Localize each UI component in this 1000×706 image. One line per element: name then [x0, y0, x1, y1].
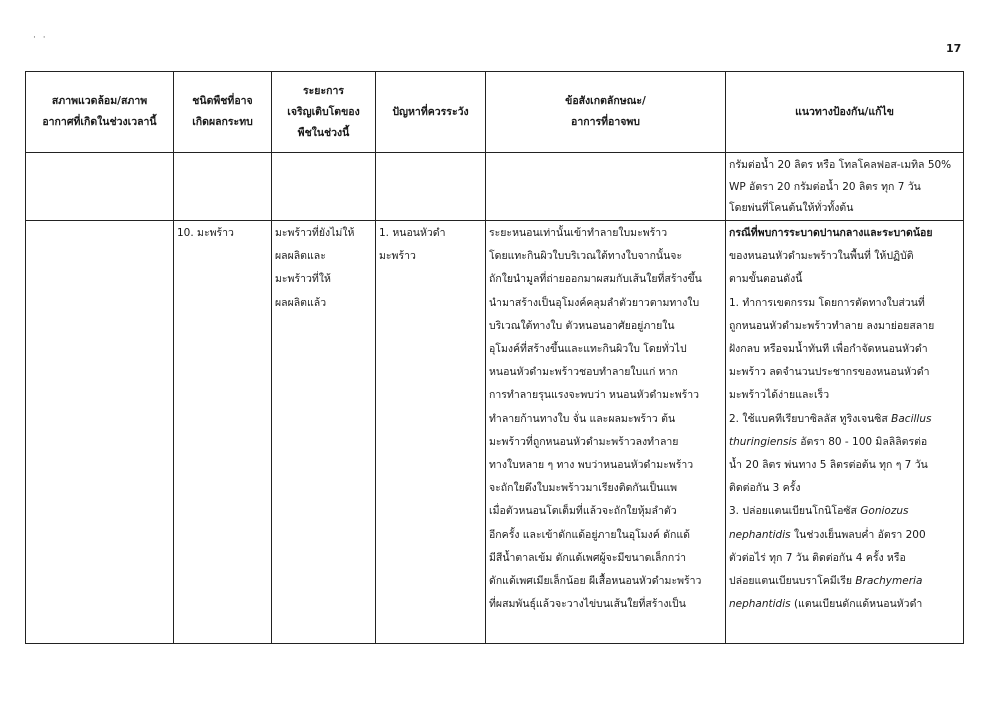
table-header-row	[26, 72, 964, 153]
text-line: ฝังกลบ หรือจมน้ำทันที เพื่อกำจัดหนอนหัวดำ	[729, 343, 928, 356]
page-number: 17	[946, 42, 962, 55]
text-line: ตามขั้นตอนดังนี้	[729, 273, 803, 286]
text-line: มีสีน้ำตาลเข้ม ดักแด้เพศผู้จะมีขนาดเล็กกว่า	[489, 551, 686, 564]
text-line: จะถักใยดึงใบมะพร้าวมาเรียงติดกันเป็นแพ	[489, 482, 678, 495]
stage-cell	[272, 221, 376, 644]
text-line: ติดต่อกัน 3 ครั้ง	[729, 482, 801, 495]
environment-cell	[26, 221, 174, 644]
text-line: ตัวต่อไร่ ทุก 7 วัน ติดต่อกัน 4 ครั้ง หรือ	[729, 551, 906, 564]
solution-cell	[726, 221, 964, 644]
text-line: nephantidis (แตนเบียนดักแด้หนอนหัวดำ	[729, 598, 923, 611]
scientific-name: Bacillus	[891, 412, 932, 425]
text-line: nephantidis ในช่วงเย็นพลบค่ำ อัตรา 200	[729, 528, 926, 541]
text-line: ปล่อยแตนเบียนบราโคมีเรีย Brachymeria	[729, 575, 923, 588]
continuation-row	[26, 153, 964, 221]
header-symptoms: ข้อสังเกตลักษณะ/ อาการที่อาจพบ	[486, 72, 726, 153]
header-problem: ปัญหาที่ควรระวัง	[376, 72, 486, 153]
text-line: กรณีที่พบการระบาดปานกลางและระบาดน้อย	[729, 227, 933, 239]
text-line: 1. หนอนหัวดำ	[379, 227, 446, 239]
text-line: นำมาสร้างเป็นอุโมงค์คลุมลำตัวยาวตามทางใบ	[489, 296, 700, 309]
text-line: ระยะหนอนเท่านั้นเข้าทำลายใบมะพร้าว	[489, 227, 668, 239]
text-line: ของหนอนหัวดำมะพร้าวในพื้นที่ ให้ปฏิบัติ	[729, 250, 914, 263]
text-line: มะพร้าวที่ถูกหนอนหัวดำมะพร้าวลงทำลาย	[489, 435, 679, 448]
text-line: ถูกหนอนหัวดำมะพร้าวทำลาย ลงมาย่อยสลาย	[729, 319, 935, 332]
text-line: thuringiensis อัตรา 80 - 100 มิลลิลิตรต่อ	[729, 435, 928, 448]
text-line: บริเวณใต้ทางใบ ตัวหนอนอาศัยอยู่ภายใน	[489, 319, 675, 332]
text-line: หนอนหัวดำมะพร้าวชอบทำลายใบแก่ หาก	[489, 366, 678, 379]
text-line: ผลผลิตแล้ว	[275, 296, 327, 309]
text-line: ผลผลิตและ	[275, 250, 326, 263]
symptom-cell	[486, 221, 726, 644]
header-growth-stage: ระยะการ เจริญเติบโตของ พืชในช่วงนี้	[272, 72, 376, 153]
scientific-name: Brachymeria	[855, 575, 923, 588]
header-environment: สภาพแวดล้อม/สภาพ อากาศที่เกิดในช่วงเวลานี้	[26, 72, 174, 153]
text-line: โดยพ่นที่โคนต้นให้ทั่วทั้งต้น	[729, 202, 854, 214]
header-crop: ชนิดพืชที่อาจ เกิดผลกระทบ	[174, 72, 272, 153]
scientific-name: nephantidis	[729, 598, 791, 611]
header-prevention: แนวทางป้องกัน/แก้ไข	[726, 72, 964, 153]
scientific-name: thuringiensis	[729, 435, 797, 448]
problem-cell	[376, 221, 486, 644]
text-line: มะพร้าว ลดจำนวนประชากรของหนอนหัวดำ	[729, 366, 930, 379]
text-line: มะพร้าวได้ง่ายและเร็ว	[729, 389, 830, 402]
text-line: กรัมต่อน้ำ 20 ลิตร หรือ โทลโคลฟอส-เมทิล 50%	[729, 159, 952, 171]
pest-guidance-table	[25, 71, 964, 644]
text-line: ทำลายก้านทางใบ จั่น และผลมะพร้าว ต้น	[489, 412, 676, 425]
text-line: น้ำ 20 ลิตร พ่นทาง 5 ลิตรต่อต้น ทุก ๆ 7 วัน	[729, 459, 928, 472]
scientific-name: Goniozus	[860, 505, 909, 518]
coconut-row	[26, 221, 964, 644]
scientific-name: nephantidis	[729, 528, 791, 541]
text-line: ดักแด้เพศเมียเล็กน้อย ผีเสื้อหนอนหัวดำมะพร้าว	[489, 575, 702, 588]
text-line: อุโมงค์ที่สร้างขึ้นและแทะกินผิวใบ โดยทั่วไป	[489, 343, 687, 356]
text-line: มะพร้าวที่ยังไม่ให้	[275, 227, 355, 239]
text-line: 3. ปล่อยแตนเบียนโกนิโอซัส Goniozus	[729, 505, 909, 518]
text-line: โดยแทะกินผิวใบบริเวณใต้ทางใบจากนั้นจะ	[489, 250, 683, 263]
text-line: WP อัตรา 20 กรัมต่อน้ำ 20 ลิตร ทุก 7 วัน	[729, 180, 921, 193]
text-line: ถักใยนำมูลที่ถ่ายออกมาผสมกับเส้นใยที่สร้างขึ้น	[489, 273, 702, 286]
text-line: มะพร้าวที่ให้	[275, 273, 331, 286]
text-line: เมื่อตัวหนอนโตเต็มที่แล้วจะถักใยหุ้มลำตัว	[489, 505, 677, 518]
text-line: มะพร้าว	[379, 250, 416, 263]
text-line: 2. ใช้แบคทีเรียบาซิลลัส ทูริงเจนซิส Bacillus	[729, 412, 932, 425]
text-line: ที่ผสมพันธุ์แล้วจะวางไข่บนเส้นใยที่สร้างเป็น	[489, 598, 686, 611]
text-line: การทำลายรุนแรงจะพบว่า หนอนหัวดำมะพร้าว	[489, 389, 700, 402]
text-line: 1. ทำการเขตกรรม โดยการตัดทางใบส่วนที่	[729, 296, 925, 309]
text-line: ทางใบหลาย ๆ ทาง พบว่าหนอนหัวดำมะพร้าว	[489, 459, 694, 472]
crop-cell: 10. มะพร้าว	[174, 221, 272, 644]
scan-mark: · ·	[33, 33, 48, 43]
text-line: อีกครั้ง และเข้าดักแด้อยู่ภายในอุโมงค์ ดักแด้	[489, 528, 690, 541]
continuation-solution-cell	[726, 153, 964, 221]
